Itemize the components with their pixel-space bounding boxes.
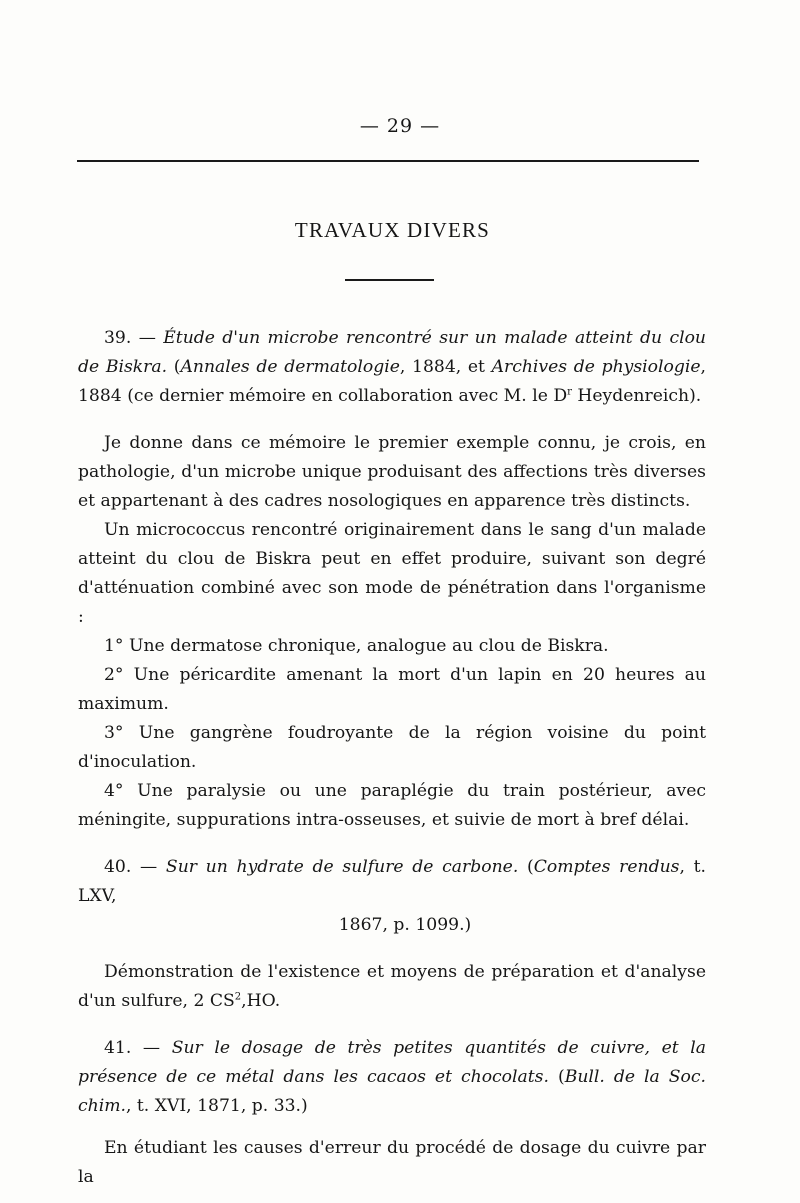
entry-39-title: Étude d'un microbe rencontré sur un malade atteint du clou de Biskra.: [78, 328, 706, 377]
entry-39-ref-journal-1: Annales de dermatologie: [180, 357, 400, 377]
header-rule: [77, 160, 699, 162]
entry-39-list-item: 1° Une dermatose chronique, analogue au clou de Biskra.: [104, 636, 609, 656]
entry-40-ref-tail: , t. LXV,: [78, 857, 706, 906]
entry-41-paragraph: En étudiant les causes d'erreur du procédé de dosage du cuivre par la: [78, 1138, 706, 1187]
entry-39-ref-end: Heydenreich).: [571, 386, 702, 406]
entry-41-ref-open: (: [548, 1067, 565, 1087]
document-body: [78, 324, 706, 1192]
entry-39-list-item: 4° Une paralysie ou une paraplégie du train postérieur, avec méningite, suppurations intra-osseuses, et suivie de mort à bref délai.: [78, 781, 706, 830]
entry-39-list-item: 2° Une péricardite amenant la mort d'un lapin en 20 heures au maximum.: [78, 665, 706, 714]
entry-40-title: Sur un hydrate de sulfure de carbone.: [165, 857, 519, 877]
entry-40-ref-open: (: [518, 857, 534, 877]
entry-39-number: 39. —: [104, 328, 156, 348]
entry-39-ref-sup: r: [567, 386, 572, 398]
entry-40-ref-journal: Comptes rendus: [533, 857, 680, 877]
entry-40-paragraph-end: ,HO.: [241, 991, 281, 1011]
entry-41-heading: [78, 1034, 706, 1121]
page-number: — 29 —: [359, 115, 441, 137]
entry-39-paragraph: Je donne dans ce mémoire le premier exemple connu, je crois, en pathologie, d'un microbe unique produisant des affections très diverses et appartenant à des cadres nosologiques en apparence très distincts.: [78, 433, 706, 511]
entry-40-paragraph-text: Démonstration de l'existence et moyens de préparation et d'analyse d'un sulfure, 2 CS: [78, 962, 706, 1011]
entry-40-number: 40. —: [104, 857, 158, 877]
entry-40-ref-line2: 1867, p. 1099.): [338, 915, 472, 935]
section-title: TRAVAUX DIVERS: [294, 218, 491, 242]
entry-40-paragraph-sup: 2: [234, 991, 242, 1003]
entry-41-ref-journal: Bull. de la Soc. chim.: [78, 1067, 706, 1116]
title-rule: [345, 279, 434, 281]
entry-39-ref-tail: , 1884 (ce dernier mémoire en collaboration avec M. le D: [78, 357, 707, 406]
entry-39-paragraph: Un micrococcus rencontré originairement dans le sang d'un malade atteint du clou de Biskra peut en effet produire, suivant son degré d'atténuation combiné avec son mode de pénétration dans l'organisme :: [78, 520, 706, 627]
entry-39-list-item: 3° Une gangrène foudroyante de la région voisine du point d'inoculation.: [78, 723, 706, 772]
entry-39-heading: [78, 324, 706, 411]
entry-40: [78, 853, 706, 1016]
entry-40-paragraph: [78, 958, 706, 1016]
entry-39: [78, 324, 706, 835]
entry-40-heading: [78, 853, 706, 940]
entry-41: [78, 1034, 706, 1192]
entry-41-ref-tail: , t. XVI, 1871, p. 33.): [125, 1096, 308, 1116]
entry-39-ref-open: (: [167, 357, 181, 377]
entry-41-number: 41. —: [104, 1038, 161, 1058]
entry-39-ref-journal-2: Archives de physiologie: [491, 357, 701, 377]
entry-39-ref-mid: , 1884, et: [399, 357, 492, 377]
entry-41-title: Sur le dosage de très petites quantités de cuivre, et la présence de ce métal dans les cacaos et chocolats.: [78, 1038, 706, 1087]
